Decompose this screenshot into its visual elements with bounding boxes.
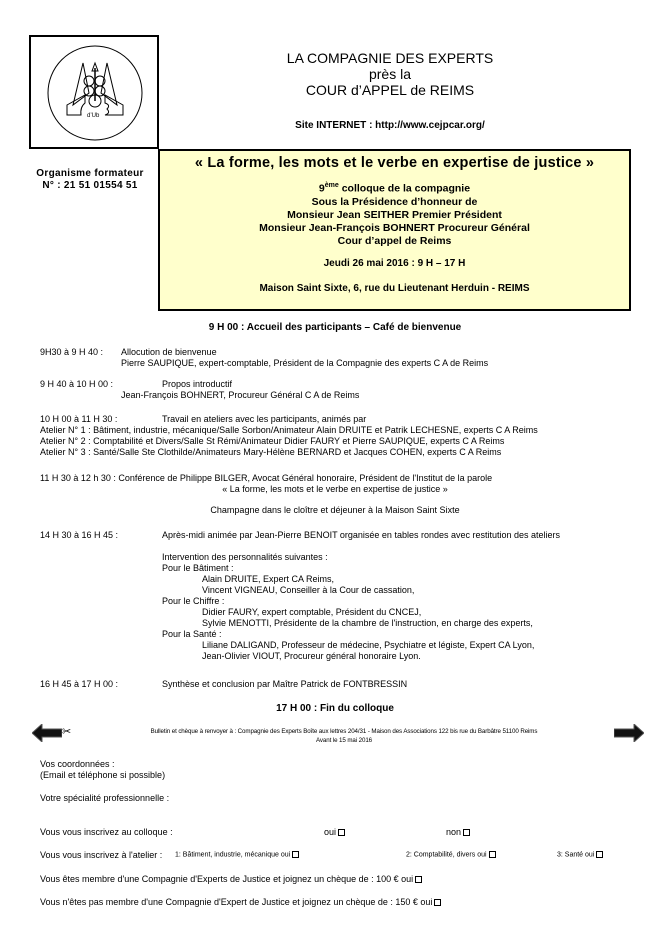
s2-time: 9 H 40 à 10 H 00 : bbox=[40, 379, 114, 389]
member-label: Vous êtes membre d'une Compagnie d'Experts de Justice et joignez un chèque de : 100 € oui bbox=[40, 874, 414, 884]
checkbox-atelier-1[interactable] bbox=[292, 851, 299, 858]
title-line-1: LA COMPAGNIE DES EXPERTS bbox=[286, 50, 494, 66]
atelier-2: Atelier N° 2 : Comptabilité et Divers/Salle St Rémi/Animateur Didier FAURY et Pierre SAUPIQUE, experts C A Reims bbox=[40, 436, 505, 446]
s1-time: 9H30 à 9 H 40 : bbox=[40, 347, 104, 357]
s1-detail: Pierre SAUPIQUE, expert-comptable, Président de la Compagnie des experts C A de Reims bbox=[121, 358, 489, 368]
oui-label: oui bbox=[324, 827, 337, 837]
presidence-line: Sous la Présidence d’honneur de bbox=[311, 195, 478, 208]
s4-quote: « La forme, les mots et le verbe en expertise de justice » bbox=[222, 484, 448, 494]
inscription-non[interactable] bbox=[446, 827, 470, 837]
group-chiffre-person-1: Didier FAURY, expert comptable, Président du CNCEJ, bbox=[202, 607, 422, 617]
group-batiment-label: Pour le Bâtiment : bbox=[162, 563, 234, 573]
atelier-option-2-label: 2: Comptabilité, divers oui bbox=[406, 851, 487, 859]
s6-title: Synthèse et conclusion par Maître Patrick de FONTBRESSIN bbox=[162, 679, 408, 689]
svg-text:d’Ub: d’Ub bbox=[87, 113, 100, 119]
atelier-1: Atelier N° 1 : Bâtiment, industrie, mécanique/Salle Sorbon/Animateur Alain DRUITE et Patrik LECHESNE, experts C A Reims bbox=[40, 425, 538, 435]
atelier-option-3-label: 3: Santé oui bbox=[557, 851, 595, 859]
cutline-deadline: Avant le 15 mai 2016 bbox=[315, 737, 373, 744]
company-title bbox=[230, 50, 550, 98]
arrow-right-icon bbox=[614, 724, 644, 742]
s4-line: 11 H 30 à 12 h 30 : Conférence de Philippe BILGER, Avocat Général honoraire, Président de l'Institut de la parole bbox=[40, 473, 493, 483]
organisme-number: N° : 21 51 01554 51 bbox=[42, 180, 138, 191]
checkbox-member[interactable] bbox=[415, 876, 422, 883]
website-link[interactable]: Site INTERNET : http://www.cejpcar.org/ bbox=[295, 120, 485, 131]
checkbox-inscription-oui[interactable] bbox=[338, 829, 345, 836]
atelier-option-1[interactable] bbox=[175, 851, 299, 858]
s1-title: Allocution de bienvenue bbox=[121, 347, 217, 357]
atelier-option-3[interactable] bbox=[557, 851, 603, 858]
nonmember-option[interactable] bbox=[40, 897, 441, 907]
non-label: non bbox=[446, 827, 462, 837]
inscription-oui[interactable] bbox=[324, 827, 345, 837]
group-batiment-person-2: Vincent VIGNEAU, Conseiller à la Cour de cassation, bbox=[202, 585, 415, 595]
checkbox-atelier-3[interactable] bbox=[596, 851, 603, 858]
event-date: Jeudi 26 mai 2016 : 9 H – 17 H bbox=[323, 257, 466, 269]
scissors-icon: ✂ bbox=[62, 726, 72, 738]
checkbox-nonmember[interactable] bbox=[434, 899, 441, 906]
person-2: Monsieur Jean-François BOHNERT Procureur Général bbox=[259, 221, 530, 234]
court-line: Cour d’appel de Reims bbox=[337, 234, 452, 247]
s3-time: 10 H 00 à 11 H 30 : bbox=[40, 414, 118, 424]
end-heading: 17 H 00 : Fin du colloque bbox=[276, 703, 394, 714]
company-logo-icon bbox=[45, 43, 145, 143]
atelier-option-1-label: 1: Bâtiment, industrie, mécanique oui bbox=[175, 851, 291, 859]
group-sante-person-2: Jean-Olivier VIOUT, Procureur général honoraire Lyon. bbox=[202, 651, 421, 661]
s2-detail: Jean-François BOHNERT, Procureur Général C A de Reims bbox=[121, 390, 360, 400]
lunch-line: Champagne dans le cloître et déjeuner à la Maison Saint Sixte bbox=[210, 505, 460, 515]
atelier-label: Vous vous inscrivez à l'atelier : bbox=[40, 850, 163, 860]
s5-time: 14 H 30 à 16 H 45 : bbox=[40, 530, 119, 540]
logo-box bbox=[29, 35, 159, 149]
atelier-option-2[interactable] bbox=[406, 851, 496, 858]
edition-text: colloque de la compagnie bbox=[338, 182, 471, 195]
inscription-label: Vous vous inscrivez au colloque : bbox=[40, 827, 173, 837]
s5-intro: Intervention des personnalités suivantes : bbox=[162, 552, 328, 562]
specialty-label: Votre spécialité professionnelle : bbox=[40, 793, 170, 803]
s5-title: Après-midi animée par Jean-Pierre BENOIT organisée en tables rondes avec restitution des ateliers bbox=[162, 530, 561, 540]
title-line-3: COUR d’APPEL de REIMS bbox=[305, 82, 475, 98]
title-line-2: près la bbox=[368, 66, 412, 82]
arrow-left-icon bbox=[32, 724, 62, 742]
organisme-label: Organisme formateur bbox=[36, 168, 144, 179]
group-sante-label: Pour la Santé : bbox=[162, 629, 222, 639]
coords-label: Vos coordonnées : bbox=[40, 759, 115, 769]
s6-time: 16 H 45 à 17 H 00 : bbox=[40, 679, 119, 689]
event-box bbox=[158, 149, 631, 311]
group-chiffre-label: Pour le Chiffre : bbox=[162, 596, 225, 606]
organisme-formateur bbox=[20, 168, 160, 192]
cutline-instructions bbox=[72, 727, 616, 745]
event-details bbox=[160, 179, 629, 248]
checkbox-inscription-non[interactable] bbox=[463, 829, 470, 836]
group-sante-person-1: Liliane DALIGAND, Professeur de médecine, Psychiatre et légiste, Expert CA Lyon, bbox=[202, 640, 535, 650]
edition-suffix: ème bbox=[324, 182, 339, 189]
event-place: Maison Saint Sixte, 6, rue du Lieutenant Herduin - REIMS bbox=[259, 282, 530, 294]
edition-line bbox=[160, 179, 629, 196]
s3-title: Travail en ateliers avec les participants, animés par bbox=[162, 414, 367, 424]
cutline-address: Bulletin et chèque à renvoyer à : Compagnie des Experts Boîte aux lettres 204/31 - Maison des Associations 122 bis rue du Barbâtre 51100 Reims bbox=[150, 728, 538, 735]
member-option[interactable] bbox=[40, 874, 422, 884]
person-1: Monsieur Jean SEITHER Premier Président bbox=[287, 208, 502, 221]
edition-number: 9 bbox=[318, 182, 325, 195]
welcome-heading: 9 H 00 : Accueil des participants – Café de bienvenue bbox=[208, 322, 462, 333]
atelier-3: Atelier N° 3 : Santé/Salle Ste Clothilde/Animateurs Mary-Hélène BERNARD et Jacques COHEN, experts C A Reims bbox=[40, 447, 502, 457]
checkbox-atelier-2[interactable] bbox=[489, 851, 496, 858]
group-chiffre-person-2: Sylvie MENOTTI, Présidente de la chambre de l'instruction, en charge des experts, bbox=[202, 618, 533, 628]
coords-hint: (Email et téléphone si possible) bbox=[40, 770, 166, 780]
nonmember-label: Vous n'êtes pas membre d'une Compagnie d'Expert de Justice et joignez un chèque de : 150 € oui bbox=[40, 897, 433, 907]
s2-title: Propos introductif bbox=[162, 379, 233, 389]
group-batiment-person-1: Alain DRUITE, Expert CA Reims, bbox=[202, 574, 335, 584]
event-title: « La forme, les mots et le verbe en expertise de justice » bbox=[194, 155, 595, 171]
